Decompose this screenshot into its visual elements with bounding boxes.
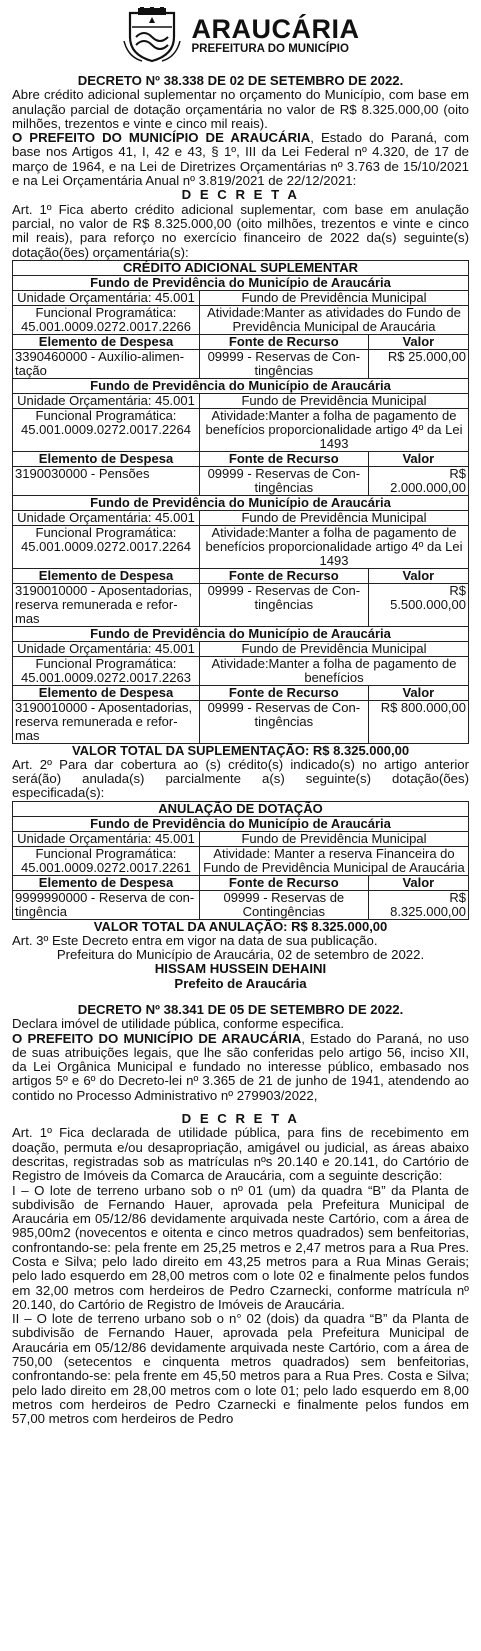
functional-label: Funcional Programática: bbox=[35, 304, 177, 320]
source-cell: 09999 - Reservas de Contingências bbox=[199, 890, 368, 919]
decree1-place-date: Prefeitura do Município de Araucária, 02 de setembro de 2022. bbox=[56, 947, 425, 963]
col-element-header: Elemento de Despesa bbox=[13, 451, 200, 466]
table-total: VALOR TOTAL DA ANULAÇÃO: R$ 8.325.000,00 bbox=[93, 918, 388, 934]
annulment-table bbox=[12, 801, 469, 934]
functional-cell bbox=[13, 846, 200, 875]
functional-label: Funcional Programática: bbox=[35, 655, 177, 671]
supplement-table bbox=[12, 260, 469, 758]
value-cell: R$ 25.000,00 bbox=[368, 349, 468, 378]
table-total: VALOR TOTAL DA SUPLEMENTAÇÃO: R$ 8.325.000,00 bbox=[71, 742, 410, 758]
element-cell: 3190030000 - Pensões bbox=[13, 466, 200, 495]
decree1-art1: Art. 1º Fica aberto crédito adicional suplementar, com base em anulação parcial, no valor de R$ 8.325.000,00 (oito milhões, trezentos e vinte e cinco mil reais), para reforço no exercício financeiro de 2022 da(s) seguinte(s) dotação(ões) orçamentária(s): bbox=[12, 201, 469, 260]
source-cell: 09999 - Reservas de Con-tingências bbox=[199, 583, 368, 626]
unit-label: Unidade Orçamentária: 45.001 bbox=[13, 641, 200, 656]
decree1-signer-role: Prefeito de Araucária bbox=[174, 975, 307, 991]
functional-cell bbox=[13, 656, 200, 685]
value-cell: R$ 800.000,00 bbox=[368, 700, 468, 743]
source-cell: 09999 - Reservas de Con-tingências bbox=[199, 466, 368, 495]
functional-code: 45.001.0009.0272.0017.2263 bbox=[21, 669, 191, 685]
unit-name: Fundo de Previdência Municipal bbox=[199, 831, 468, 846]
value-cell: R$ 8.325.000,00 bbox=[368, 890, 468, 919]
brand-subtitle: PREFEITURA DO MUNICÍPIO bbox=[191, 43, 349, 55]
decree1-art3: Art. 3º Este Decreto entra em vigor na data de sua publicação. bbox=[12, 932, 378, 948]
functional-cell bbox=[13, 408, 200, 451]
source-cell: 09999 - Reservas de Con-tingências bbox=[199, 700, 368, 743]
functional-code: 45.001.0009.0272.0017.2264 bbox=[21, 421, 191, 437]
functional-code: 45.001.0009.0272.0017.2261 bbox=[21, 859, 191, 875]
decree1-preamble-rest: , Estado do Paraná, com base nos Artigos 41, I, 42 e 43, § 1º, III da Lei Federal nº 4.320, de 17 de março de 1964, e na Lei de Diretrizes Orçamentárias nº 3.763 de 15/10/2021 e na Lei Orçamentária Anual nº 3.819/2021 de 22/12/2021: bbox=[12, 130, 469, 189]
col-source-header: Fonte de Recurso bbox=[199, 875, 368, 890]
decree1-title: DECRETO Nº 38.338 DE 02 DE SETEMBRO DE 2022. bbox=[77, 73, 404, 88]
decree1-preamble-bold: O PREFEITO DO MUNICÍPIO DE ARAUCÁRIA bbox=[12, 130, 311, 146]
unit-label: Unidade Orçamentária: 45.001 bbox=[13, 290, 200, 305]
functional-cell bbox=[13, 525, 200, 568]
col-value-header: Valor bbox=[368, 875, 468, 890]
value-cell: R$ 5.500.000,00 bbox=[368, 583, 468, 626]
col-element-header: Elemento de Despesa bbox=[13, 568, 200, 583]
element-cell: 3390460000 - Auxílio-alimen-tação bbox=[13, 349, 200, 378]
col-element-header: Elemento de Despesa bbox=[13, 875, 200, 890]
decree2-art1: Art. 1º Fica declarada de utilidade pública, para fins de recebimento em doação, permuta e/ou desapropriação, amigável ou judicial, as áreas abaixo descritas, registradas sob as matrículas nºs 20.140 e 20.141, do Cartório de Registro de Imóveis da Comarca de Araucária, com a seguinte descrição: bbox=[12, 1125, 469, 1184]
decree1-preamble bbox=[12, 131, 469, 188]
functional-cell bbox=[13, 305, 200, 334]
decree2-item2: II – O lote de terreno urbano sob o n° 02 (dois) da quadra “B” da Planta de subdivisão de Fernando Hauer, aprovada pela Prefeitura Municipal de Araucária em 05/12/86 devidamente arquivada neste Cartório, com a área de 750,00 (setecentos e cinquenta metros quadrados) sem benfeitorias, confrontando-se: pela frente em 45,50 metros para a Rua Pres. Costa e Silva; pelo lado direito em 28,00 metros com o lote 01; pelo lado esquerdo em 8,00 metros com herdeiros de Pedro Czarnecki e finalmente pelos fundos em 57,00 metros com herdeiros de Pedro bbox=[12, 1311, 469, 1427]
unit-label: Unidade Orçamentária: 45.001 bbox=[13, 393, 200, 408]
col-element-header: Elemento de Despesa bbox=[13, 685, 200, 700]
decree2-decreta: D E C R E T A bbox=[181, 1111, 300, 1127]
table-title: CRÉDITO ADICIONAL SUPLEMENTAR bbox=[13, 260, 469, 275]
table-title: ANULAÇÃO DE DOTAÇÃO bbox=[13, 801, 469, 816]
col-value-header: Valor bbox=[368, 334, 468, 349]
unit-label: Unidade Orçamentária: 45.001 bbox=[13, 510, 200, 525]
fund-row: Fundo de Previdência do Município de Araucária bbox=[13, 275, 469, 290]
functional-label: Funcional Programática: bbox=[35, 524, 177, 540]
municipal-crest-icon bbox=[122, 7, 182, 63]
decree2-preamble-rest: , Estado do Paraná, no uso de suas atribuições legais, que lhe são conferidas pelo artigo 56, inciso XII, da Lei Orgânica Municipal e fundado no interesse público, embasado nos artigos 5º e 6º do Decreto-lei nº 3.365 de 21 de junho de 1941, atendendo ao contido no Processo Administrativo nº 279903/2022, bbox=[12, 1030, 469, 1103]
decree2-preamble-bold: O PREFEITO DO MUNICÍPIO DE ARAUCÁRIA bbox=[12, 1030, 302, 1046]
header bbox=[12, 6, 469, 64]
fund-row: Fundo de Previdência do Município de Araucária bbox=[13, 626, 469, 641]
decree2-item1: I – O lote de terreno urbano sob o nº 01 (um) da quadra “B” da Planta de subdivisão de Fernando Hauer, aprovada pela Prefeitura Municipal de Araucária em 05/12/86 devidamente arquivada neste Cartório, com a área de 985,00m2 (novecentos e oitenta e cinco metros quadrados) sem benfeitorias, confrontando-se: pela frente em 25,25 metros e 2,47 metros para a Rua Pres. Costa e Silva; pelo lado direito em 43,25 metros para a Rua Minas Gerais; pelo lado esquerdo em 28,00 metros com o lote 02 e finalmente pelos fundos em 32,00 metros com herdeiros de Pedro Czarnecki, conforme matrícula nº 20.140, do Cartório de Registro de Imóveis de Araucária. bbox=[12, 1182, 469, 1312]
decree1-art2: Art. 2º Para dar cobertura ao (s) crédito(s) indicado(s) no artigo anterior será(ão) anulada(s) parcialmente a(s) seguinte(s) dotação(ões) especificada(s): bbox=[12, 756, 469, 801]
fund-row: Fundo de Previdência do Município de Araucária bbox=[13, 816, 469, 831]
col-value-header: Valor bbox=[368, 451, 468, 466]
brand-title: ARAUCÁRIA bbox=[191, 14, 360, 44]
decree1-decreta: D E C R E T A bbox=[181, 187, 300, 203]
activity-cell: Atividade:Manter a folha de pagamento de benefícios bbox=[199, 656, 468, 685]
source-cell: 09999 - Reservas de Con-tingências bbox=[199, 349, 368, 378]
col-source-header: Fonte de Recurso bbox=[199, 685, 368, 700]
col-value-header: Valor bbox=[368, 568, 468, 583]
fund-row: Fundo de Previdência do Município de Araucária bbox=[13, 495, 469, 510]
functional-code: 45.001.0009.0272.0017.2264 bbox=[21, 538, 191, 554]
decree2-ementa: Declara imóvel de utilidade pública, conforme especifica. bbox=[12, 1016, 345, 1032]
unit-name: Fundo de Previdência Municipal bbox=[199, 510, 468, 525]
fund-row: Fundo de Previdência do Município de Araucária bbox=[13, 378, 469, 393]
activity-cell: Atividade:Manter a folha de pagamento de benefícios proporcionalidade artigo 4º da Lei 1493 bbox=[199, 525, 468, 568]
activity-cell: Atividade:Manter a folha de pagamento de benefícios proporcionalidade artigo 4º da Lei 1493 bbox=[199, 408, 468, 451]
col-value-header: Valor bbox=[368, 685, 468, 700]
activity-cell: Atividade: Manter a reserva Financeira do Fundo de Previdência Municipal de Araucária bbox=[199, 846, 468, 875]
functional-code: 45.001.0009.0272.0017.2266 bbox=[21, 318, 191, 334]
col-source-header: Fonte de Recurso bbox=[199, 451, 368, 466]
col-source-header: Fonte de Recurso bbox=[199, 334, 368, 349]
unit-name: Fundo de Previdência Municipal bbox=[199, 393, 468, 408]
unit-name: Fundo de Previdência Municipal bbox=[199, 641, 468, 656]
functional-label: Funcional Programática: bbox=[35, 845, 177, 861]
functional-label: Funcional Programática: bbox=[35, 407, 177, 423]
element-cell: 3190010000 - Aposentadorias, reserva remunerada e refor-mas bbox=[13, 583, 200, 626]
decree2-title: DECRETO Nº 38.341 DE 05 DE SETEMBRO DE 2022. bbox=[77, 1001, 404, 1017]
unit-label: Unidade Orçamentária: 45.001 bbox=[13, 831, 200, 846]
value-cell: R$ 2.000.000,00 bbox=[368, 466, 468, 495]
decree1-ementa: Abre crédito adicional suplementar no orçamento do Município, com base em anulação parcial de dotação orçamentária no valor de R$ 8.325.000,00 (oito milhões, trezentos e vinte e cinco mil reais). bbox=[12, 87, 469, 131]
decree2-preamble bbox=[12, 1032, 469, 1103]
decree1-signer: HISSAM HUSSEIN DEHAINI bbox=[154, 961, 327, 977]
element-cell: 9999990000 - Reserva de con-tingência bbox=[13, 890, 200, 919]
col-source-header: Fonte de Recurso bbox=[199, 568, 368, 583]
unit-name: Fundo de Previdência Municipal bbox=[199, 290, 468, 305]
col-element-header: Elemento de Despesa bbox=[13, 334, 200, 349]
element-cell: 3190010000 - Aposentadorias, reserva remunerada e refor-mas bbox=[13, 700, 200, 743]
activity-cell: Atividade:Manter as atividades do Fundo de Previdência Municipal de Araucária bbox=[199, 305, 468, 334]
